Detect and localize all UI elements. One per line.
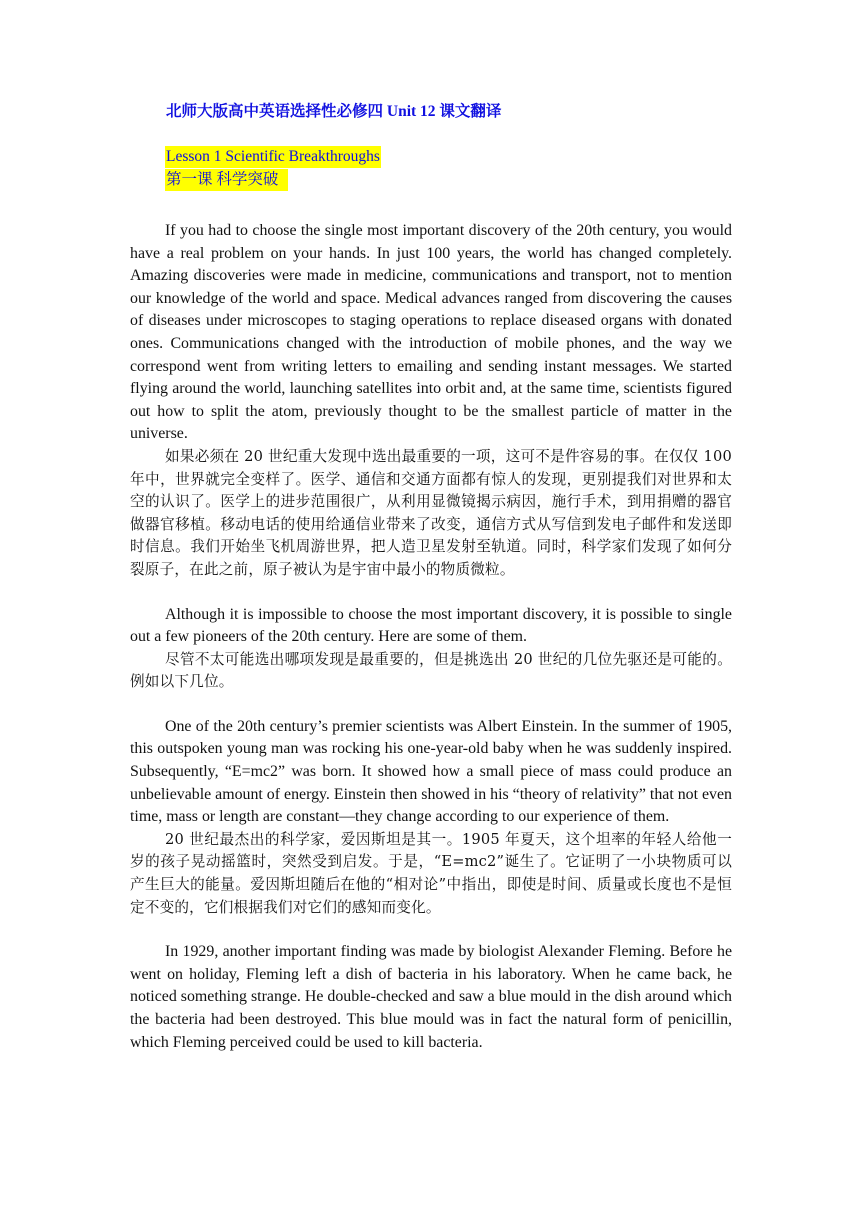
- paragraph-en-2: Although it is impossible to choose the most important discovery, it is possible to single out a few pioneers of the 20th century. Here are some of them.: [130, 605, 732, 646]
- lesson-heading: [165, 146, 732, 191]
- document-page: [130, 100, 732, 1054]
- paragraph-en-1: If you had to choose the single most important discovery of the 20th century, you would have a real problem on your hands. In just 100 years, the world has changed completely. Amazing discoveries were made in medicine, communications and transport, not to mention our knowledge of the world and space. Medical advances ranged from discovering the causes of diseases under microscopes to staging operations to replace diseased organs with donated ones. Communications changed with the introduction of mobile phones, and the way we correspond went from writing letters to emailing and sending instant messages. We started flying around the world, launching satellites into orbit and, at the same time, scientists figured out how to split the atom, previously thought to be the smallest particle of matter in the universe.: [130, 222, 732, 443]
- paragraph-zh-2: 尽管不太可能选出哪项发现是最重要的，但是挑选出 20 世纪的几位先驱还是可能的。例如以下几位。: [130, 650, 732, 691]
- paragraph-en-3: One of the 20th century’s premier scientists was Albert Einstein. In the summer of 1905, this outspoken young man was rocking his one-year-old baby when he was suddenly inspired. Subsequently, “E=mc2” was born. It showed how a small piece of mass could produce an unbelievable amount of energy. Einstein then showed in his “theory of relativity” that not even time, mass or length are constant—they change according to our experience of them.: [130, 717, 732, 826]
- document-title: 北师大版高中英语选择性必修四 Unit 12 课文翻译: [166, 103, 502, 120]
- paragraph-zh-3: 20 世纪最杰出的科学家，爱因斯坦是其一。1905 年夏天，这个坦率的年轻人给他一岁的孩子晃动摇篮时，突然受到启发。于是，“E=mc2”诞生了。它证明了一小块物质可以产生巨大的能量。爱因斯坦随后在他的“相对论”中指出，即使是时间、质量或长度也不是恒定不变的，它们根据我们对它们的感知而变化。: [130, 830, 732, 916]
- paragraph-zh-1: 如果必须在 20 世纪重大发现中选出最重要的一项，这可不是件容易的事。在仅仅 100 年中，世界就完全变样了。医学、通信和交通方面都有惊人的发现，更别提我们对世界和太空的认识了。医学上的进步范围很广，从利用显微镜揭示病因，施行手术，到用捐赠的器官做器官移植。移动电话的使用给通信业带来了改变，通信方式从写信到发电子邮件和发送即时信息。我们开始坐飞机周游世界，把人造卫星发射至轨道。同时，科学家们发现了如何分裂原子，在此之前，原子被认为是宇宙中最小的物质微粒。: [130, 447, 732, 578]
- lesson-title-en: Lesson 1 Scientific Breakthroughs: [165, 146, 381, 168]
- lesson-title-zh: 第一课 科学突破: [165, 169, 288, 191]
- paragraph-en-4: In 1929, another important finding was made by biologist Alexander Fleming. Before he went on holiday, Fleming left a dish of bacteria in his laboratory. When he came back, he noticed something strange. He double-checked and saw a blue mould in the dish around which the bacteria had been destroyed. This blue mould was in fact the natural form of penicillin, which Fleming perceived could be used to kill bacteria.: [130, 943, 732, 1051]
